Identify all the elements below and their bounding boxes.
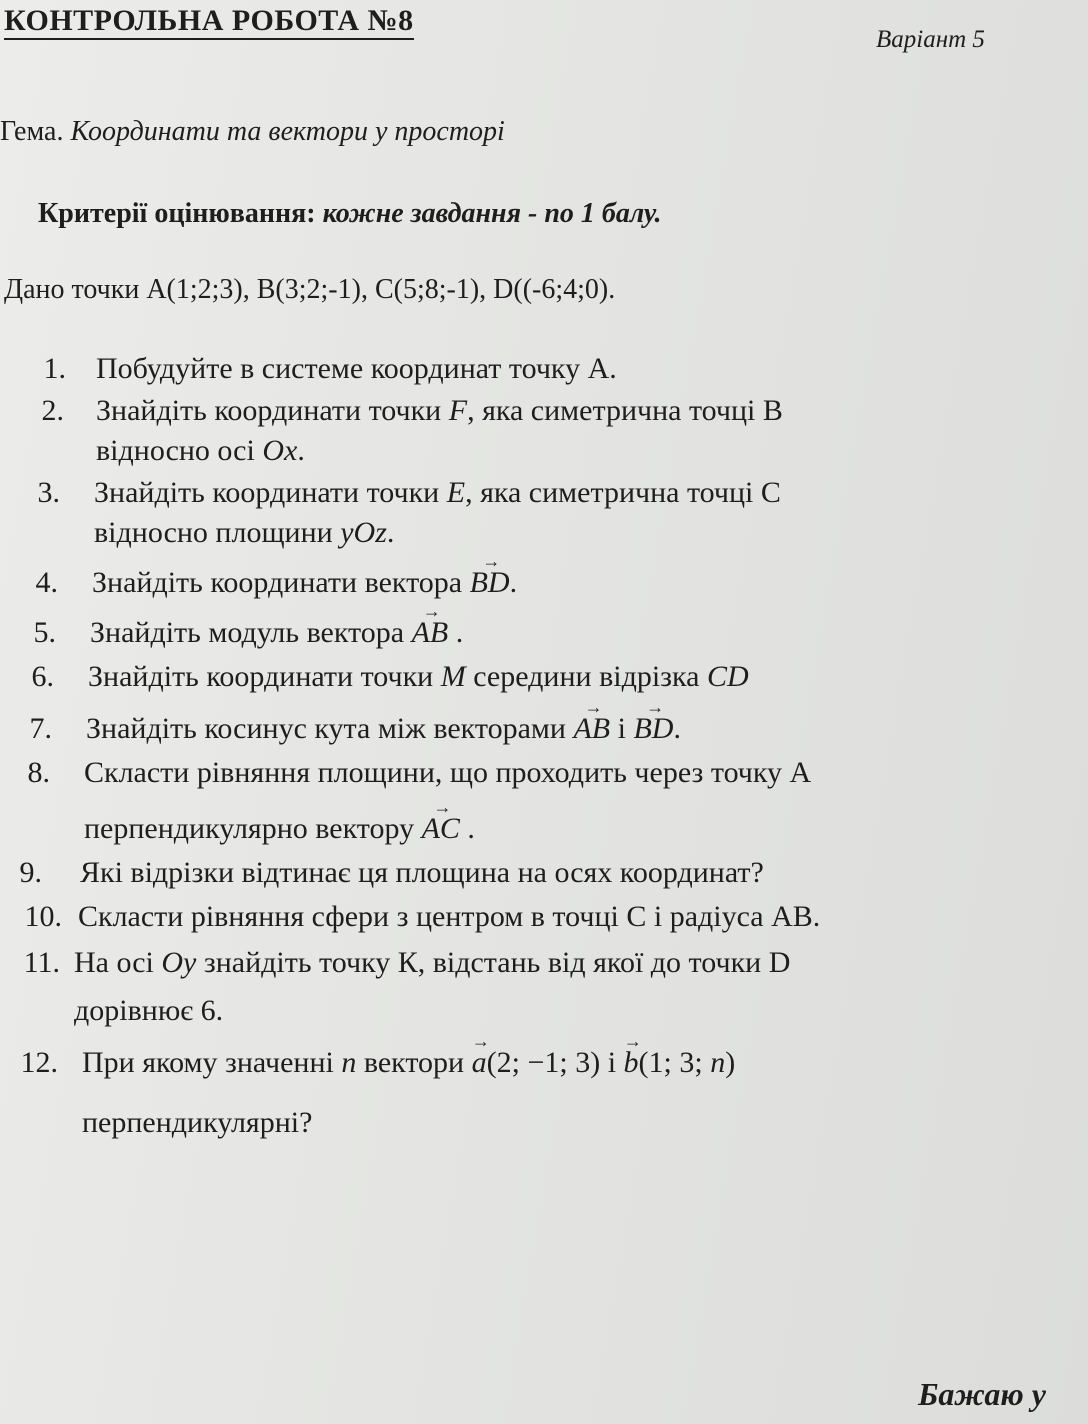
vector-symbol: → AC [422, 812, 460, 846]
task-text-part: і [610, 712, 634, 745]
variant-label: Варіант 5 [876, 26, 985, 53]
task-text-part: . [509, 566, 518, 599]
plane-variable: yOz [340, 516, 387, 549]
task-text [82, 1046, 735, 1080]
vector-symbol: → BD [633, 712, 673, 746]
task-text-part: вектори [356, 1046, 472, 1079]
task-text-part: середини відрізка [465, 660, 707, 693]
task-text-part: Знайдіть косинус кута між векторами [86, 712, 574, 745]
task-text-part: , яка симетрична точці В [467, 394, 783, 427]
task-text-part: , яка симетрична точці С [465, 476, 781, 509]
task-number: 12. [20, 1046, 58, 1079]
task-text-continuation [84, 812, 475, 846]
parameter-variable: n [341, 1046, 357, 1079]
task-text-continuation [94, 516, 394, 550]
task-text-continuation: дорівнює 6. [74, 994, 224, 1027]
task-text: Скласти рівняння площини, що проходить через точку А [84, 756, 812, 789]
task-number: 1. [43, 352, 66, 385]
closing-wish: Бажаю у [918, 1376, 1046, 1412]
task-text [86, 712, 681, 746]
point-variable: E [446, 476, 466, 509]
task-text: Побудуйте в системе координат точку А. [96, 352, 617, 385]
task-number: 5. [33, 616, 56, 649]
axis-variable: Ox [262, 434, 298, 467]
worksheet-title: КОНТРОЛЬНА РОБОТА №8 [4, 4, 414, 40]
segment-variable: CD [706, 660, 749, 693]
task-text-part: . [455, 616, 464, 649]
task-number: 3. [37, 476, 60, 509]
task-text: Які відрізки відтинає ця площина на осях координат? [80, 856, 764, 889]
topic-value: Координати та вектори у просторі [70, 116, 505, 147]
task-number: 7. [29, 712, 52, 745]
task-number: 8. [27, 756, 50, 789]
task-text-part: знайдіть точку К, відстань від якої до точки D [196, 946, 791, 979]
task-text-part: і [600, 1046, 624, 1079]
point-variable: M [440, 660, 466, 693]
task-text-part: . [297, 434, 305, 467]
task-number: 2. [41, 394, 64, 427]
criteria-value: кожне завдання - по 1 балу. [322, 198, 662, 229]
task-text-continuation: перпендикулярні? [82, 1106, 313, 1139]
task-number: 6. [31, 660, 54, 693]
task-text-part: Знайдіть координати вектора [92, 566, 470, 599]
task-number: 10. [24, 900, 62, 933]
task-number: 11. [23, 946, 60, 979]
task-text [94, 476, 781, 510]
task-text [88, 660, 749, 694]
vector-coordinates: (1; 3; [638, 1046, 711, 1079]
task-text-part: . [386, 516, 395, 549]
task-text-part: При якому значенні [82, 1046, 342, 1079]
vector-coordinates: (2; −1; 3) [486, 1046, 601, 1079]
task-text-part: Знайдіть координати точки [88, 660, 441, 693]
task-text: Скласти рівняння сфери з центром в точці С і радіуса АВ. [78, 900, 821, 933]
given-points: Дано точки А(1;2;3), В(3;2;-1), С(5;8;-1), D((-6;4;0). [4, 274, 616, 305]
vector-symbol: → AB [573, 712, 610, 746]
task-text-part: відносно площини [94, 516, 341, 549]
parameter-variable: n [710, 1046, 726, 1079]
task-text-continuation [96, 434, 305, 468]
vector-symbol: → AB [412, 616, 449, 650]
vector-symbol: → a [472, 1046, 487, 1080]
point-variable: F [448, 394, 468, 427]
criteria-label: Критерії оцінювання: [38, 198, 316, 229]
topic-label: Гема. [0, 116, 64, 147]
task-text [92, 566, 517, 600]
task-text [96, 394, 783, 428]
task-number: 4. [35, 566, 58, 599]
task-text-part: Знайдіть модуль вектора [90, 616, 412, 649]
task-text [74, 946, 790, 980]
task-text-part: Знайдіть координати точки [96, 394, 449, 427]
task-text-part: перпендикулярно вектору [84, 812, 422, 845]
task-text-part: . [673, 712, 681, 745]
task-text-part: Знайдіть координати точки [94, 476, 447, 509]
axis-variable: Oy [161, 946, 197, 979]
task-number: 9. [19, 856, 42, 889]
task-text-part: На осі [74, 946, 162, 979]
vector-symbol: → b [624, 1046, 639, 1080]
task-text-part: відносно осі [96, 434, 263, 467]
task-text-part: . [467, 812, 475, 845]
task-text-part: ) [725, 1046, 736, 1079]
vector-symbol: → BD [470, 566, 510, 600]
task-text [90, 616, 463, 650]
